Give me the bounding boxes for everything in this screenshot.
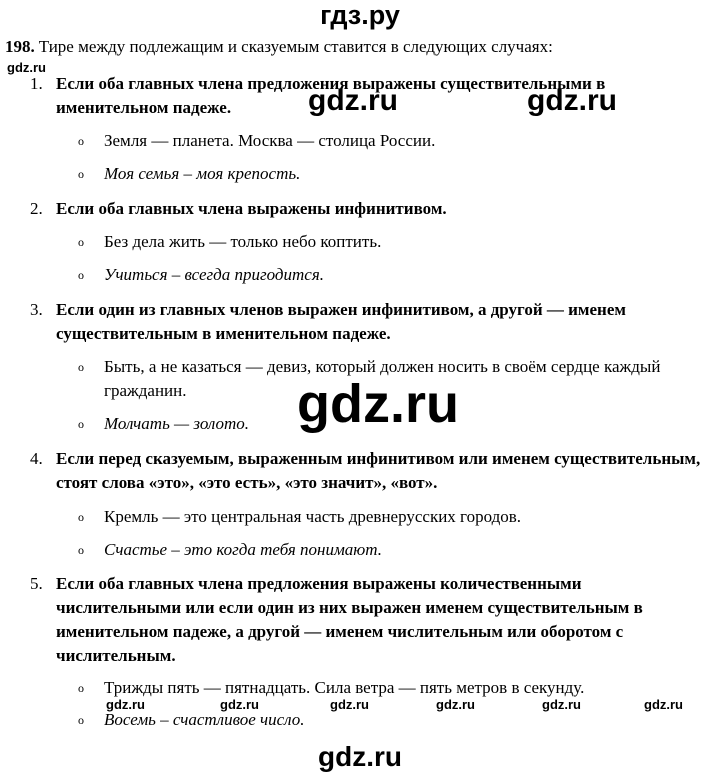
example-text: Восемь – счастливое число. (104, 710, 305, 729)
rule-item-4 (30, 447, 710, 495)
example-text: Быть, а не казаться — девиз, который должен носить в своём сердце каждый гражданин. (104, 357, 661, 400)
rule-text: Если оба главных члена предложения выражены количественными числительными или если один из них выражен именем существительным в именительном падеже, а другой — именем числительным или оборотом с числительным. (56, 574, 643, 665)
bullet-circle-icon: o (78, 360, 84, 374)
example-item (78, 162, 678, 186)
rule-item-2 (30, 197, 710, 221)
task-intro-text: Тире между подлежащим и сказуемым ставится в следующих случаях: (38, 37, 553, 56)
watermark-small: gdz.ru (542, 697, 581, 712)
watermark-mid-right: gdz.ru (527, 84, 617, 117)
rule-text: Если оба главных члена выражены инфинитивом. (56, 199, 447, 218)
example-item (78, 412, 678, 436)
rule-item-5 (30, 572, 710, 668)
bullet-circle-icon: o (78, 681, 84, 695)
watermark-small: gdz.ru (220, 697, 259, 712)
example-text: Молчать — золото. (104, 414, 250, 433)
watermark-small: gdz.ru (436, 697, 475, 712)
example-text: Земля — планета. Москва — столица России. (104, 131, 436, 150)
bullet-circle-icon: o (78, 268, 84, 282)
rule-text: Если один из главных членов выражен инфинитивом, а другой — именем существительным в именительном падеже. (56, 300, 626, 343)
example-item (78, 505, 678, 529)
bullet-circle-icon: o (78, 235, 84, 249)
task-number: 198. (5, 37, 35, 56)
example-item (78, 129, 678, 153)
site-watermark-top: гдз.ру (320, 0, 400, 30)
bullet-circle-icon: o (78, 417, 84, 431)
bullet-circle-icon: o (78, 167, 84, 181)
example-item (78, 263, 678, 287)
rule-text: Если оба главных члена предложения выражены существительными в именительном падеже. (56, 74, 606, 117)
example-text: Счастье – это когда тебя понимают. (104, 540, 383, 559)
example-item (78, 230, 678, 254)
example-item (78, 708, 678, 732)
bullet-circle-icon: o (78, 713, 84, 727)
example-text: Без дела жить — только небо коптить. (104, 232, 382, 251)
rule-number: 3. (30, 300, 43, 319)
rule-number: 2. (30, 199, 43, 218)
bullet-circle-icon: o (78, 543, 84, 557)
example-text: Моя семья – моя крепость. (104, 164, 301, 183)
example-text: Учиться – всегда пригодится. (104, 265, 324, 284)
example-text: Кремль — это центральная часть древнерусских городов. (104, 507, 522, 526)
bullet-circle-icon: o (78, 510, 84, 524)
bullet-circle-icon: o (78, 134, 84, 148)
example-item (78, 538, 678, 562)
watermark-mid-left: gdz.ru (308, 84, 398, 117)
watermark-small: gdz.ru (7, 60, 46, 75)
rule-number: 1. (30, 74, 43, 93)
task-intro (5, 37, 553, 57)
watermark-large: gdz.ru (297, 374, 459, 434)
rule-number: 4. (30, 449, 43, 468)
rule-number: 5. (30, 574, 43, 593)
rule-item-3 (30, 298, 710, 346)
watermark-small: gdz.ru (106, 697, 145, 712)
site-watermark-bottom: gdz.ru (318, 741, 402, 772)
watermark-small: gdz.ru (330, 697, 369, 712)
rule-text: Если перед сказуемым, выраженным инфинитивом или именем существительным, стоят слова «это», «это есть», «это значит», «вот». (56, 449, 701, 492)
example-text: Трижды пять — пятнадцать. Сила ветра — пять метров в секунду. (104, 678, 585, 697)
watermark-small: gdz.ru (644, 697, 683, 712)
